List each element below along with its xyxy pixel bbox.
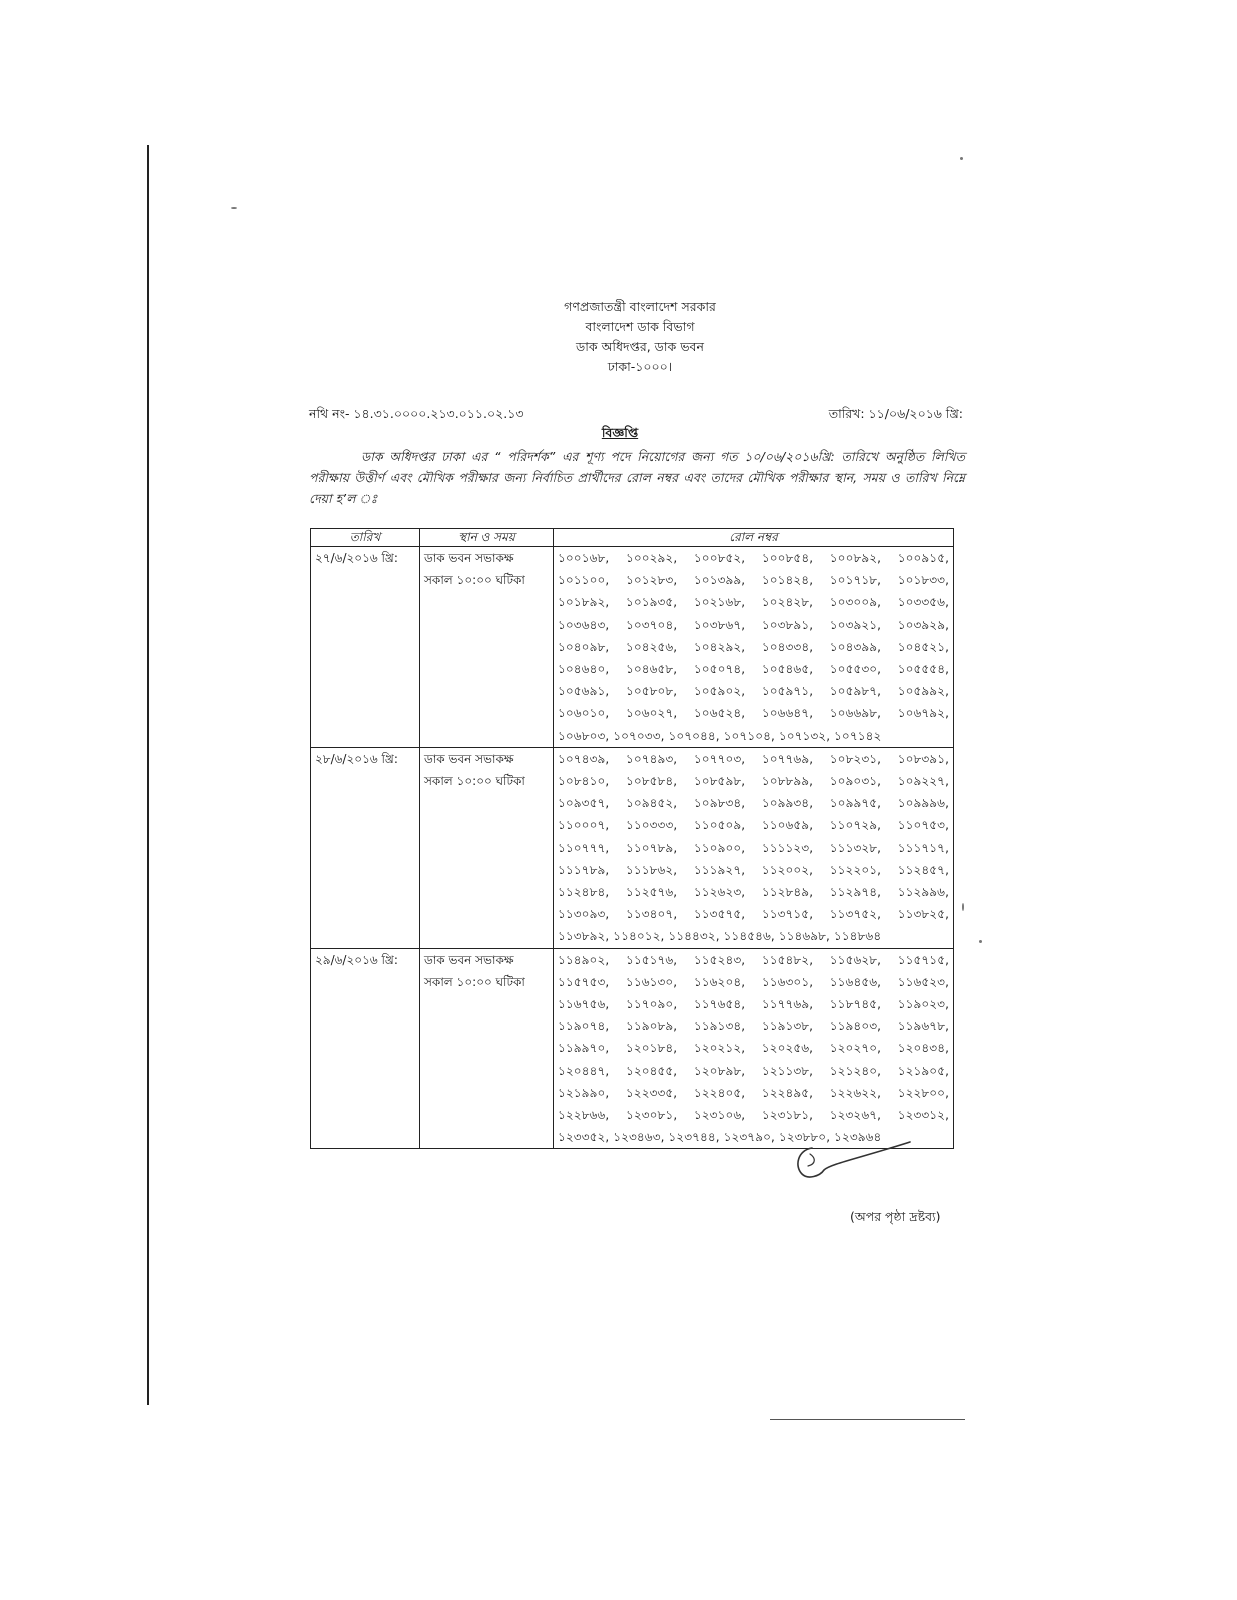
roll-line: ১১২৪৮৪, ১১২৫৭৬, ১১২৬২৩, ১১২৮৪৯, ১১২৯৭৪, ১১২৯৯৬, bbox=[558, 885, 949, 900]
roll-line: ১০৪০৯৮, ১০৪২৫৬, ১০৪২৯২, ১০৪৩৩৪, ১০৪৩৯৯, ১০৪৫২১, bbox=[558, 639, 949, 654]
roll-line: ১১৯০৭৪, ১১৯০৮৯, ১১৯১৩৪, ১১৯১৩৮, ১১৯৪০৩, ১১৯৬৭৮, bbox=[558, 1019, 949, 1034]
signature-mark bbox=[790, 1136, 920, 1186]
notice-date: তারিখ: ১১/০৬/২০১৬ খ্রি: bbox=[828, 406, 963, 421]
roll-line: ১১০০০৭, ১১০৩৩৩, ১১০৫০৯, ১১০৬৫৯, ১১০৭২৯, ১১০৭৫৩, bbox=[558, 818, 949, 833]
roll-line: ১১০৭৭৭, ১১০৭৮৯, ১১০৯০০, ১১১১২৩, ১১১৩২৮, ১১১৭১৭, bbox=[558, 840, 949, 855]
roll-line: ১০১৮৯২, ১০১৯৩৫, ১০২১৬৮, ১০২৪২৮, ১০৩০০৯, ১০৩৩৫৬, bbox=[558, 595, 949, 610]
roll-line: ১০১১০০, ১০১২৮৩, ১০১৩৯৯, ১০১৪২৪, ১০১৭১৮, ১০১৮৩৩, bbox=[558, 573, 949, 588]
row-place-cell bbox=[420, 948, 554, 1149]
row-date: ২৯/৬/২০১৬ খ্রি: bbox=[315, 952, 398, 967]
row-date-cell bbox=[311, 547, 420, 748]
row-date: ২৭/৬/২০১৬ খ্রি: bbox=[315, 551, 398, 565]
row-date-cell bbox=[311, 747, 420, 948]
roll-line: ১১৪৯০২, ১১৫১৭৬, ১১৫২৪৩, ১১৫৪৮২, ১১৫৬২৮, ১১৫৭১৫, bbox=[558, 952, 949, 967]
header-directorate: ডাক অধিদপ্তর, ডাক ভবন bbox=[576, 339, 704, 354]
roll-line: ১০৩৬৪৩, ১০৩৭০৪, ১০৩৮৬৭, ১০৩৮৯১, ১০৩৯২১, ১০৩৯২৯, bbox=[558, 617, 949, 632]
memo-number: নথি নং- ১৪.৩১.০০০০.২১৩.০১১.০২.১৩ bbox=[309, 406, 524, 421]
scan-speck bbox=[231, 207, 237, 209]
roll-line: ১২০৪৪৭, ১২০৪৫৫, ১২০৮৯৮, ১২১১৩৮, ১২১২৪০, ১২১৯০৫, bbox=[558, 1063, 949, 1078]
table-header-row bbox=[311, 529, 954, 547]
see-overleaf-note: (অপর পৃষ্ঠা দ্রষ্টব্য) bbox=[850, 1209, 941, 1224]
notice-title: বিজ্ঞপ্তি bbox=[601, 425, 639, 440]
roll-line: ১১৬৭৫৬, ১১৭০৯০, ১১৭৬৫৪, ১১৭৭৬৯, ১১৮৭৪৫, ১১৯০২৩, bbox=[558, 997, 949, 1012]
scan-edge-line bbox=[147, 145, 149, 1405]
header-city: ঢাকা-১০০০। bbox=[607, 359, 673, 374]
roll-line: ১২৩৩৫২, ১২৩৪৬৩, ১২৩৭৪৪, ১২৩৭৯০, ১২৩৮৮০, ১২৩৯৬৪ bbox=[558, 1130, 882, 1145]
row-place: ডাক ভবন সভাকক্ষ bbox=[424, 751, 514, 766]
roll-line: ১০৬৮০৩, ১০৭০৩৩, ১০৭০৪৪, ১০৭১০৪, ১০৭১৩২, ১০৭১৪২ bbox=[558, 728, 882, 743]
row-roll-cell bbox=[554, 948, 954, 1149]
header-date: তারিখ bbox=[311, 529, 420, 547]
roll-line: ১১৫৭৫৩, ১১৬১৩০, ১১৬২০৪, ১১৬৩০১, ১১৬৪৫৬, ১১৬৫২৩, bbox=[558, 974, 949, 989]
scan-speck bbox=[979, 940, 982, 943]
header-roll-numbers: রোল নম্বর bbox=[554, 529, 954, 547]
roll-line: ১১৩০৯৩, ১১৩৪০৭, ১১৩৫৭৫, ১১৩৭১৫, ১১৩৭৫২, ১১৩৮২৫, bbox=[558, 907, 949, 922]
row-time: সকাল ১০:০০ ঘটিকা bbox=[424, 773, 525, 788]
roll-line: ১০৪৬৪০, ১০৪৬৫৮, ১০৫০৭৪, ১০৫৪৬৫, ১০৫৫৩০, ১০৫৫৫৪, bbox=[558, 662, 949, 677]
roll-line: ১১১৭৮৯, ১১১৮৬২, ১১১৯২৭, ১১২০০২, ১১২২০১, ১১২৪৫৭, bbox=[558, 862, 949, 877]
row-place: ডাক ভবন সভাকক্ষ bbox=[424, 551, 514, 565]
roll-line: ১০৮৪১০, ১০৮৫৮৪, ১০৮৫৯৮, ১০৮৮৯৯, ১০৯০৩১, ১০৯২২৭, bbox=[558, 774, 949, 789]
roll-line: ১০৭৪৩৯, ১০৭৪৯৩, ১০৭৭০৩, ১০৭৭৬৯, ১০৮২৩১, ১০৮৩৯১, bbox=[558, 751, 949, 766]
row-place: ডাক ভবন সভাকক্ষ bbox=[424, 952, 514, 967]
row-time: সকাল ১০:০০ ঘটিকা bbox=[424, 974, 525, 989]
roll-line: ১০০১৬৮, ১০০২৯২, ১০০৮৫২, ১০০৮৫৪, ১০০৮৯২, ১০০৯১৫, bbox=[558, 551, 949, 565]
table-row bbox=[311, 747, 954, 948]
scan-speck bbox=[960, 157, 963, 160]
roll-line: ১২১৯৯০, ১২২৩৩৫, ১২২৪০৫, ১২২৪৯৫, ১২২৬২২, ১২২৮০০, bbox=[558, 1085, 949, 1100]
row-time: সকাল ১০:০০ ঘটিকা bbox=[424, 573, 525, 587]
scan-bottom-line bbox=[770, 1419, 965, 1420]
roll-line: ১১৩৮৯২, ১১৪০১২, ১১৪৪৩২, ১১৪৫৪৬, ১১৪৬৯৮, ১১৪৮৬৪ bbox=[558, 929, 882, 944]
row-place-cell bbox=[420, 747, 554, 948]
roll-line: ১০৬০১০, ১০৬০২৭, ১০৬৫২৪, ১০৬৬৪৭, ১০৬৬৯৮, ১০৬৭৯২, bbox=[558, 706, 949, 721]
table-row bbox=[311, 948, 954, 1149]
scan-speck bbox=[962, 903, 964, 911]
office-header bbox=[500, 297, 780, 377]
header-place-time: স্থান ও সময় bbox=[420, 529, 554, 547]
roll-line: ১০৫৬৯১, ১০৫৮০৮, ১০৫৯০২, ১০৫৯৭১, ১০৫৯৮৭, ১০৫৯৯২, bbox=[558, 684, 949, 699]
row-roll-cell bbox=[554, 547, 954, 748]
row-roll-cell bbox=[554, 747, 954, 948]
row-place-cell bbox=[420, 547, 554, 748]
notice-body: ডাক অধিদপ্তর ঢাকা এর “ পরিদর্শক” এর শূণ্য পদে নিয়োগের জন্য গত ১০/০৬/২০১৬খ্রি: তারিখে অনুষ্ঠিত লিখিত পরীক্ষায় উত্তীর্ণ এবং মৌখিক পরীক্ষার জন্য নির্বাচিত প্রার্থীদের রোল নম্বর এবং তাদের মৌখিক পরীক্ষার স্থান, সময় ও তারিখ নিম্নে দেয়া হ’ল ঃ bbox=[309, 449, 965, 506]
header-government: গণপ্রজাতন্ত্রী বাংলাদেশ সরকার bbox=[564, 299, 716, 314]
roll-line: ১১৯৯৭০, ১২০১৮৪, ১২০২১২, ১২০২৫৬, ১২০২৭০, ১২০৪৩৪, bbox=[558, 1041, 949, 1056]
row-date: ২৮/৬/২০১৬ খ্রি: bbox=[315, 751, 398, 766]
reference-line bbox=[309, 406, 963, 424]
header-department: বাংলাদেশ ডাক বিভাগ bbox=[585, 319, 695, 334]
roll-line: ১০৯৩৫৭, ১০৯৪৫২, ১০৯৮৩৪, ১০৯৯৩৪, ১০৯৯৭৫, ১০৯৯৯৬, bbox=[558, 796, 949, 811]
roll-line: ১২২৮৬৬, ১২৩০৮১, ১২৩১০৬, ১২৩১৮১, ১২৩২৬৭, ১২৩৩১২, bbox=[558, 1108, 949, 1123]
table-row bbox=[311, 547, 954, 748]
row-date-cell bbox=[311, 948, 420, 1149]
viva-schedule-table bbox=[310, 528, 954, 1149]
